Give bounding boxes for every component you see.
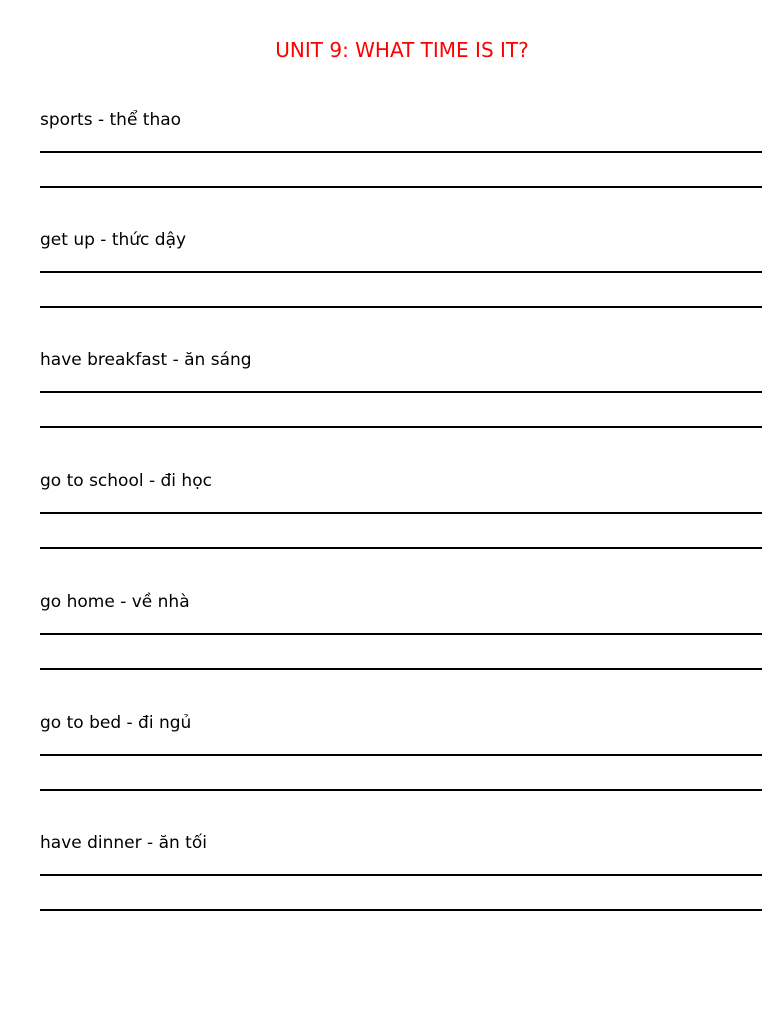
vocab-label: sports - thể thao — [40, 110, 182, 130]
vocab-entry — [40, 712, 762, 822]
writing-line — [40, 789, 762, 791]
writing-line — [40, 271, 762, 273]
vocab-label: get up - thức dậy — [40, 230, 187, 250]
vocab-label: go to bed - đi ngủ — [40, 713, 192, 733]
vocab-label: go to school - đi học — [40, 471, 212, 491]
vocab-label: have dinner - ăn tối — [40, 833, 207, 853]
writing-line — [40, 512, 762, 514]
writing-line — [40, 186, 762, 188]
writing-line — [40, 754, 762, 756]
writing-line — [40, 874, 762, 876]
vocab-entry — [40, 470, 762, 580]
writing-line — [40, 306, 762, 308]
vocab-entry — [40, 832, 762, 942]
writing-line — [40, 909, 762, 911]
writing-line — [40, 151, 762, 153]
vocab-entry — [40, 349, 762, 459]
writing-line — [40, 668, 762, 670]
writing-line — [40, 391, 762, 393]
vocab-entry — [40, 229, 762, 339]
vocab-entry — [40, 109, 762, 219]
writing-line — [40, 547, 762, 549]
vocab-entry — [40, 591, 762, 701]
worksheet-title: UNIT 9: WHAT TIME IS IT? — [275, 38, 529, 62]
vocab-label: have breakfast - ăn sáng — [40, 350, 252, 370]
writing-line — [40, 633, 762, 635]
writing-line — [40, 426, 762, 428]
vocab-label: go home - về nhà — [40, 592, 190, 612]
